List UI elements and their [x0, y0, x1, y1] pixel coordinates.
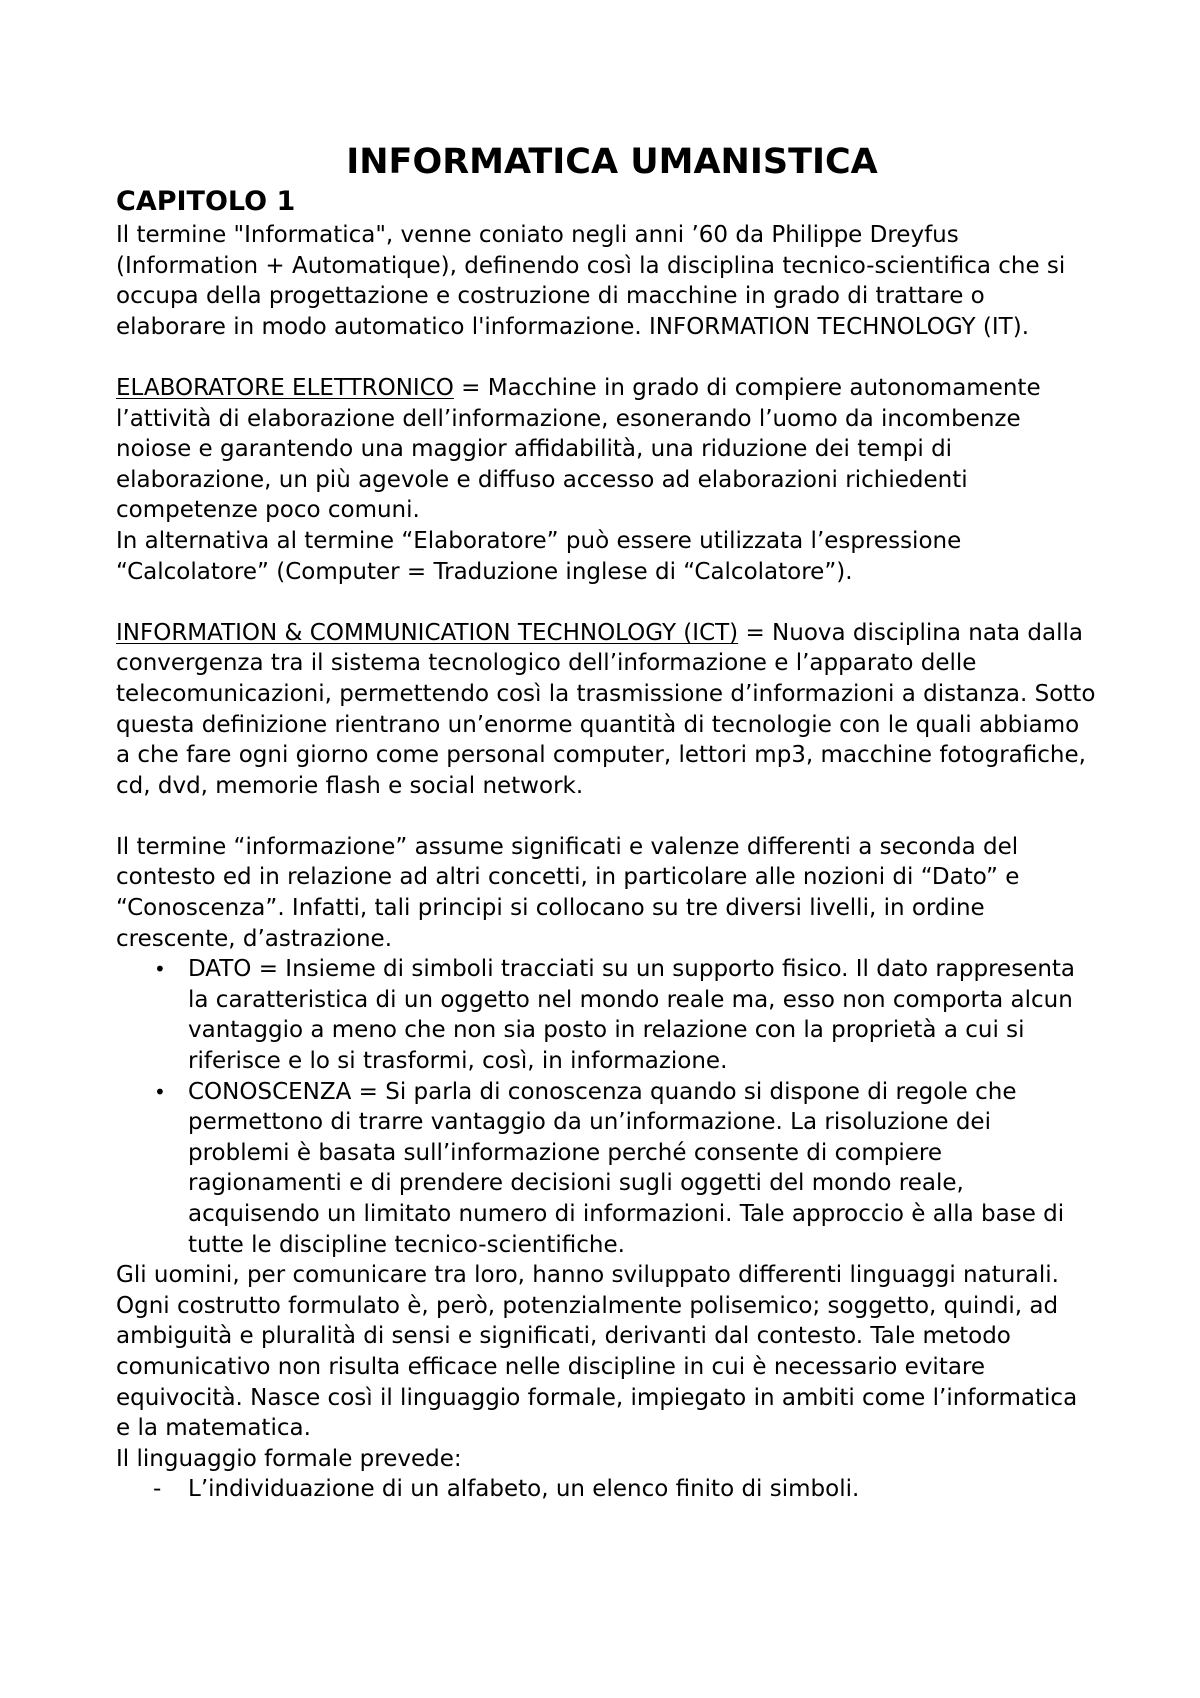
- paragraph-ict: [116, 618, 1096, 802]
- bullet-list: [116, 954, 1096, 1260]
- paragraph-elaboratore: [116, 373, 1096, 526]
- paragraph-calcolatore: In alternativa al termine “Elaboratore” può essere utilizzata l’espressione “Calcolatore” (Computer = Traduzione inglese di “Calcolatore”).: [116, 527, 962, 585]
- document-title: INFORMATICA UMANISTICA: [346, 142, 878, 182]
- list-item: [116, 954, 1096, 1076]
- term-ict: INFORMATION & COMMUNICATION TECHNOLOGY (ICT): [116, 619, 739, 646]
- paragraph-informazione: Il termine “informazione” assume significati e valenze differenti a seconda del contesto ed in relazione ad altri concetti, in particolare alle nozioni di “Dato” e “Conoscenza”. Infatti, tali principi si collocano su tre diversi livelli, in ordine crescente, d’astrazione.: [116, 833, 1020, 952]
- chapter-heading: CAPITOLO 1: [116, 186, 296, 217]
- blank-line: [116, 342, 1096, 373]
- definition-elaboratore: = Macchine in grado di compiere autonomamente l’attività di elaborazione dell’informazione, esonerando l’uomo da incombenze noiose e garantendo una maggior affidabilità, una riduzione dei tempi di elaborazione, un più agevole e diffuso accesso ad elaborazioni richiedenti competenze poco comuni.: [116, 374, 1041, 524]
- bullet-icon: •: [154, 957, 166, 982]
- bullet-text-dato: DATO = Insieme di simboli tracciati su un supporto fisico. Il dato rappresenta la caratteristica di un oggetto nel mondo reale ma, esso non comporta alcun vantaggio a meno che non sia posto in relazione con la proprietà a cui si riferisce e lo si trasformi, così, in informazione.: [188, 956, 1076, 1075]
- paragraph-informatica: Il termine "Informatica", venne coniato negli anni ’60 da Philippe Dreyfus (Information + Automatique), definendo così la disciplina tecnico-scientifica che si occupa della progettazione e costruzione di macchine in grado di trattare o elaborare in modo automatico l'informazione. INFORMATION TECHNOLOGY (IT).: [116, 222, 1066, 340]
- list-item: [116, 1077, 1096, 1261]
- blank-line: [116, 587, 1096, 618]
- paragraph-linguaggi: Gli uomini, per comunicare tra loro, hanno sviluppato differenti linguaggi naturali. Ogni costrutto formulato è, però, potenzialmente polisemico; soggetto, quindi, ad ambiguità e pluralità di sensi e significati, derivanti dal contesto. Tale metodo comunicativo non risulta efficace nelle discipline in cui è necessario evitare equivocità. Nasce così il linguaggio formale, impiegato in ambiti come l’informatica e la matematica.: [116, 1262, 1078, 1442]
- definition-ict: = Nuova disciplina nata dalla convergenza tra il sistema tecnologico dell’informazione e l’apparato delle telecomunicazioni, permettendo così la trasmissione d’informazioni a distanza. Sotto questa definizione rientrano un’enorme quantità di tecnologie con le quali abbiamo a che fare ogni giorno come personal computer, lettori mp3, macchine fotografiche, cd, dvd, memorie flash e social network.: [116, 619, 1096, 799]
- dash-icon: -: [153, 1476, 162, 1503]
- term-elaboratore-elettronico: ELABORATORE ELETTRONICO: [116, 374, 454, 401]
- paragraph-linguaggio-formale: Il linguaggio formale prevede:: [116, 1445, 462, 1472]
- dash-text-alfabeto: L’individuazione di un alfabeto, un elenco finito di simboli.: [188, 1476, 860, 1503]
- bullet-text-conoscenza: CONOSCENZA = Si parla di conoscenza quando si dispone di regole che permettono di trarre vantaggio da un’informazione. La risoluzione dei problemi è basata sull’informazione perché consente di compiere ragionamenti e di prendere decisioni sugli oggetti del mondo reale, acquisendo un limitato numero di informazioni. Tale approccio è alla base di tutte le discipline tecnico-scientifiche.: [188, 1078, 1065, 1258]
- list-item: [116, 1474, 1096, 1505]
- dash-list: [116, 1474, 1096, 1505]
- bullet-icon: •: [154, 1079, 166, 1104]
- blank-line: [116, 801, 1096, 832]
- document-page: [116, 140, 1096, 1505]
